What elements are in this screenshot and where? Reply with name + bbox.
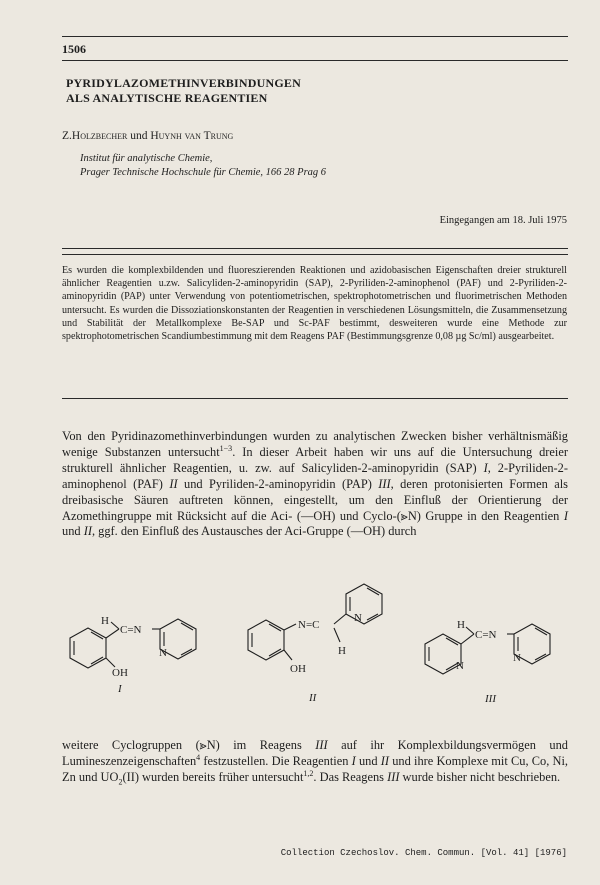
author-2: Huynh van Trung <box>150 130 234 142</box>
author-1: Z.Holzbecher <box>62 130 128 142</box>
journal-footer: Collection Czechoslov. Chem. Commun. [Vol. 41] [1976] <box>280 848 567 858</box>
author-connector: und <box>130 130 148 142</box>
abstract-bottom-rule <box>62 398 568 399</box>
structure-ii-drawing <box>238 584 408 694</box>
institution <box>80 152 326 180</box>
structure-i-n: N <box>159 647 167 659</box>
structure-i-cn: C=N <box>120 624 142 636</box>
abstract-top-rule-2 <box>62 254 568 255</box>
structure-i-oh: OH <box>112 667 128 679</box>
structure-iii-cn: C=N <box>475 629 497 641</box>
title-line-1: PYRIDYLAZOMETHINVERBINDUNGEN <box>66 76 301 90</box>
structure-ii-oh: OH <box>290 663 306 675</box>
received-date: Eingegangen am 18. Juli 1975 <box>439 215 567 226</box>
structure-ii-label: II <box>309 692 317 704</box>
article-title <box>66 76 301 106</box>
structure-i-h: H <box>101 615 109 627</box>
structure-iii-label: III <box>485 693 496 705</box>
structure-iii-drawing <box>415 596 575 696</box>
body-paragraph-1-text: Von den Pyridinazomethinverbindungen wurden zu analytischen Zwecken bisher verhältnismäßig wenige Substanzen untersucht$^{1-3}$. In dieser Arbeit haben wir uns auf die Untersuchung dreier strukturell ähnlicher Reagentien, u. zw. auf Salicyliden-2-aminopyridin (SAP) I, 2-Pyriliden-2-aminophenol (PAF) II und Pyriliden-2-aminopyridin (PAP) III, deren protonisierten Formen als dreibasische Säuren auftreten können, eingestellt, um den Einfluß der Orientierung der Azomethingruppe mit Rücksicht auf die Aci- (—OH) und Cyclo-(⪢N) Gruppe in den Reagentien I und II, ggf. den Einfluß des Austausches der Aci-Gruppe (—OH) durch <box>62 429 569 539</box>
structure-iii-n2: N <box>513 652 521 664</box>
institution-line-2: Prager Technische Hochschule für Chemie, 166 28 Prag 6 <box>80 167 327 178</box>
title-line-2: ALS ANALYTISCHE REAGENTIEN <box>66 91 268 105</box>
header-rule <box>62 60 568 61</box>
institution-line-1: Institut für analytische Chemie, <box>80 153 213 164</box>
authors <box>62 130 233 142</box>
abstract-top-rule <box>62 248 568 249</box>
body-paragraph-2 <box>62 738 568 786</box>
abstract-text: Es wurden die komplexbildenden und fluoreszierenden Reaktionen und azidobasischen Eigenschaften dreier strukturell ähnlicher Reagentien u.zw. Salicyliden-2-aminopyridin (SAP), 2-Pyriliden-2-aminophenol (PAF) und 2-Pyriliden-2-aminopyridin (PAP) unter Verwendung von potentiometrischen, spektrophotometrischen und fluorimetrischen Methoden untersucht. Es wurden die Dissoziationskonstanten der Reagentien in verschiedenen Lösungsmitteln, die Zusammensetzung und Stabilität der Metallkomplexe Be-SAP und Sc-PAF bestimmt, desweiteren wurde eine Methode zur spektrophotometrischen Scandiumbestimmung mit dem Reagens PAF (Bestimmungsgrenze 0,08 µg Sc/ml) ausgearbeitet. <box>62 265 567 343</box>
structure-iii-h: H <box>457 619 465 631</box>
page-number: 1506 <box>62 42 86 56</box>
structure-ii-nc: N=C <box>298 619 320 631</box>
body-paragraph-1 <box>62 429 568 540</box>
structure-iii-n1: N <box>456 660 464 672</box>
structure-iii <box>415 596 575 696</box>
structure-i-label: I <box>118 683 122 695</box>
structure-ii <box>238 584 408 694</box>
structure-ii-h: H <box>338 645 346 657</box>
abstract <box>62 264 567 343</box>
top-rule <box>62 36 568 37</box>
structure-i <box>55 600 225 700</box>
structure-i-drawing <box>55 600 225 700</box>
body-paragraph-2-text: weitere Cyclogruppen (⪢N) im Reagens III auf ihr Komplexbildungsvermögen und Lumineszenzeigenschaften$^4$ festzustellen. Die Reagentien I und II und ihre Komplexe mit Cu, Co, Ni, Zn und $UO_2(II)$ wurden bereits früher untersucht$^{1,2}$. Das Reagens III wurde bisher nicht beschrieben. <box>62 738 569 787</box>
structure-ii-n: N <box>354 612 362 624</box>
